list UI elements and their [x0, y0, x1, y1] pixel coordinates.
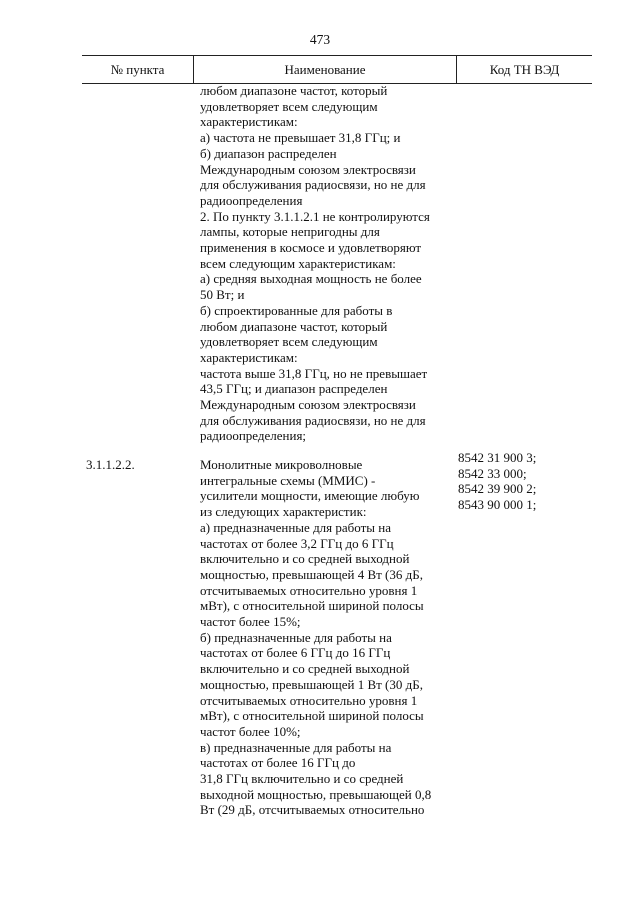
text-line: Монолитные микроволновые [200, 457, 363, 472]
tn-ved-code: 8543 90 000 1; [458, 497, 537, 513]
text-line: усилители мощности, имеющие любую [200, 488, 420, 504]
text-line: характеристикам: [200, 114, 298, 130]
text-line: б) предназначенные для работы на [200, 629, 392, 645]
text-line: отсчитываемых относительно уровня 1 [200, 582, 418, 598]
tn-ved-codes [458, 450, 536, 513]
page-number: 473 [309, 32, 331, 47]
text-line: радиоопределения; [200, 428, 307, 444]
text-line: 43,5 ГГц; и диапазон распределен [200, 381, 388, 397]
header-name-column: Наименование [194, 56, 457, 83]
text-line: любом диапазоне частот, который [200, 83, 388, 98]
text-line: применения в космосе и удовлетворяют [200, 240, 422, 256]
text-line: 50 Вт; и [200, 287, 245, 303]
text-line: в) предназначенные для работы на [200, 739, 392, 755]
text-line: мВт), с относительной шириной полосы [200, 598, 424, 614]
text-line: 2. По пункту 3.1.1.2.1 не контролируются [200, 208, 430, 224]
text-line: частот более 15%; [200, 614, 301, 630]
text-line: удовлетворяет всем следующим [200, 98, 378, 114]
text-line: частотах от более 3,2 ГГц до 6 ГГц [200, 535, 394, 551]
text-line: любом диапазоне частот, который [200, 318, 388, 334]
entry-number: 3.1.1.2.2. [86, 457, 135, 472]
header-code-column: Код ТН ВЭД [489, 61, 560, 77]
text-line: частотах от более 6 ГГц до 16 ГГц [200, 645, 391, 661]
text-line: характеристикам: [200, 349, 298, 365]
text-line: интегральные схемы (ММИС) - [200, 472, 376, 488]
text-line: мощностью, превышающей 1 Вт (30 дБ, [200, 676, 423, 692]
text-line: Международным союзом электросвязи [200, 161, 416, 177]
text-line: а) средняя выходная мощность не более [200, 271, 422, 287]
text-line: радиоопределения [200, 192, 303, 208]
text-line: выходной мощностью, превышающей 0,8 [200, 786, 432, 802]
tn-ved-code: 8542 31 900 3; [458, 450, 537, 465]
text-line: б) диапазон распределен [200, 145, 337, 161]
text-line: включительно и со средней выходной [200, 661, 410, 677]
tn-ved-code: 8542 39 900 2; [458, 481, 537, 497]
table-header [82, 55, 592, 84]
tn-ved-code: 8542 33 000; [458, 465, 527, 481]
text-line: частотах от более 16 ГГц до [200, 755, 356, 771]
text-line: лампы, которые непригодны для [200, 224, 380, 240]
text-line: частота выше 31,8 ГГц, но не превышает [200, 365, 428, 381]
continuation-text [200, 83, 455, 444]
text-line: удовлетворяет всем следующим [200, 334, 378, 350]
header-number-column: № пункта [82, 56, 194, 83]
text-line: Вт (29 дБ, отсчитываемых относительно [200, 802, 425, 818]
text-line: а) предназначенные для работы на [200, 519, 392, 535]
text-line: б) спроектированные для работы в [200, 302, 393, 318]
text-line: для обслуживания радиосвязи, но не для [200, 177, 426, 193]
text-line: всем следующим характеристикам: [200, 255, 396, 271]
text-line: отсчитываемых относительно уровня 1 [200, 692, 418, 708]
text-line: Международным союзом электросвязи [200, 397, 416, 413]
text-line: из следующих характеристик: [200, 504, 367, 520]
text-line: 31,8 ГГц включительно и со средней [200, 771, 404, 787]
text-line: мощностью, превышающей 4 Вт (36 дБ, [200, 566, 423, 582]
text-line: мВт), с относительной шириной полосы [200, 708, 424, 724]
text-line: частот более 10%; [200, 723, 301, 739]
entry-description [200, 457, 455, 818]
text-line: включительно и со средней выходной [200, 551, 410, 567]
text-line: для обслуживания радиосвязи, но не для [200, 412, 426, 428]
text-line: а) частота не превышает 31,8 ГГц; и [200, 130, 401, 146]
